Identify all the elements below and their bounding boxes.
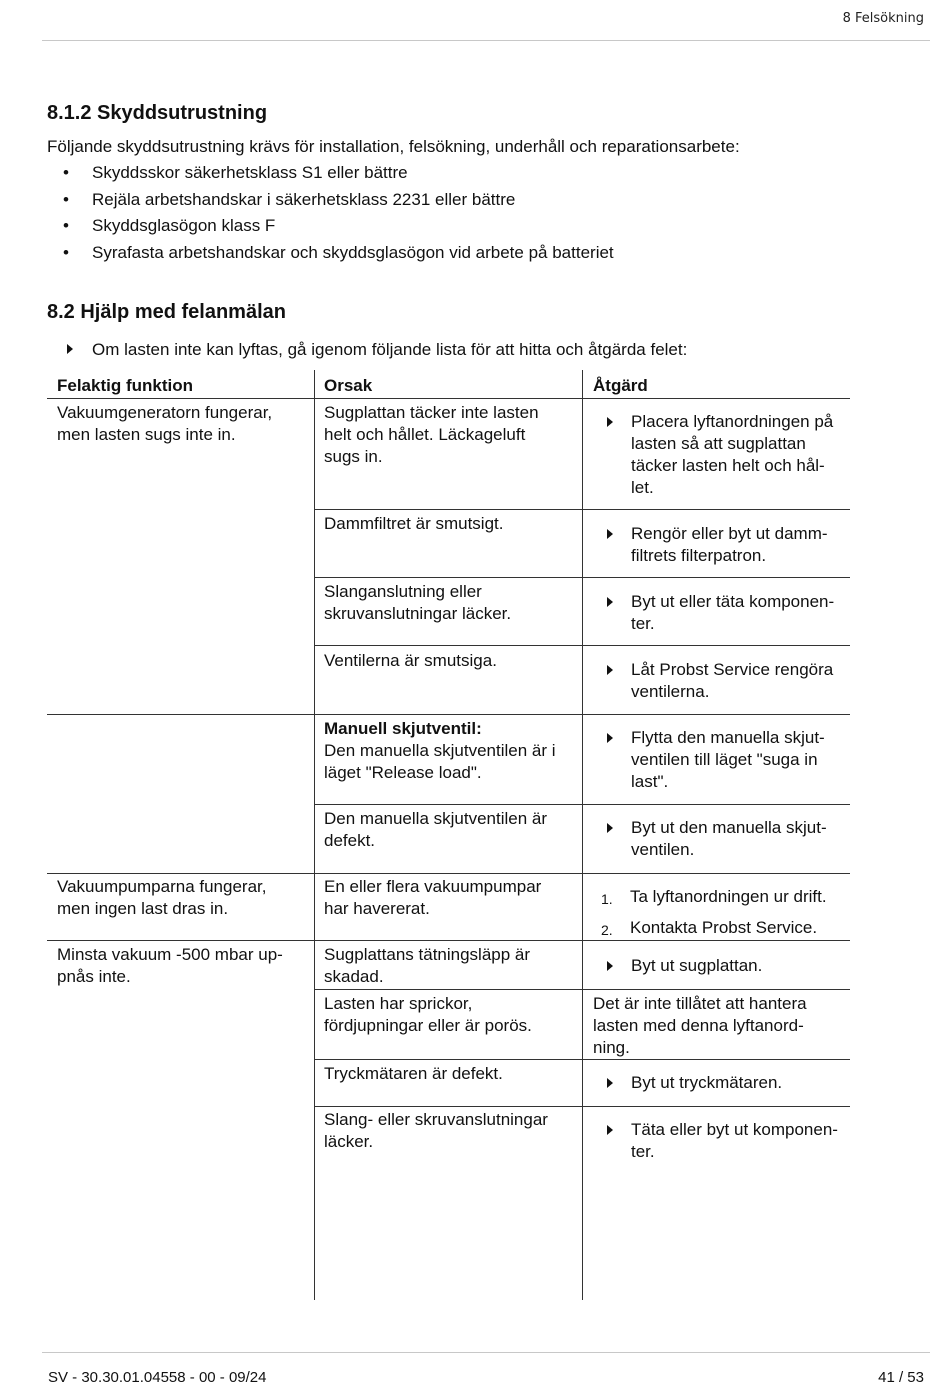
action-cell: Byt ut tryckmätaren. [606, 1072, 782, 1094]
row-divider [315, 1059, 850, 1060]
fault-cell: Minsta vakuum -500 mbar up- pnås inte. [57, 945, 283, 986]
list-item: • Rejäla arbetshandskar i säkerhetsklass 2231 eller bättre [63, 190, 516, 209]
section-title-troubleshooting: 8.2 Hjälp med felanmälan [47, 301, 286, 323]
row-divider [315, 989, 850, 990]
action-cell: Låt Probst Service rengöra ventilerna. [606, 659, 833, 703]
cause-cell: Sugplattans tätningsläpp är skadad. [324, 945, 531, 986]
cause-cell: Manuell skjutventil: Den manuella skjutventilen är i läget "Release load". [324, 719, 556, 782]
column-header-fault: Felaktig funktion [57, 376, 193, 395]
arrow-right-icon [607, 961, 613, 971]
arrow-right-icon [607, 417, 613, 427]
arrow-right-icon [67, 344, 73, 354]
arrow-right-icon [607, 823, 613, 833]
action-cell: Placera lyftanordningen på lasten så att sugplattan täcker lasten helt och hål- let. [606, 411, 833, 499]
list-item: • Skyddsglasögon klass F [63, 216, 276, 235]
header-divider [42, 40, 930, 41]
cause-cell: Tryckmätaren är defekt. [324, 1064, 503, 1083]
cause-cell: Ventilerna är smutsiga. [324, 651, 497, 670]
row-divider [315, 577, 850, 578]
fault-cell: Vakuumpumparna fungerar, men ingen last dras in. [57, 877, 267, 918]
document-id: SV - 30.30.01.04558 - 00 - 09/24 [48, 1369, 267, 1386]
cause-cell: Den manuella skjutventilen är defekt. [324, 809, 548, 850]
column-header-cause: Orsak [324, 376, 373, 395]
row-divider [47, 873, 850, 874]
cause-cell: Sugplattan täcker inte lasten helt och hållet. Läckageluft sugs in. [324, 403, 539, 466]
list-item: • Syrafasta arbetshandskar och skyddsglasögon vid arbete på batteriet [63, 243, 614, 262]
action-cell: Rengör eller byt ut damm- filtrets filterpatron. [606, 523, 828, 567]
arrow-right-icon [607, 1078, 613, 1088]
section-title-protective-equipment: 8.1.2 Skyddsutrustning [47, 102, 268, 124]
action-cell: Flytta den manuella skjut- ventilen till läget "suga in last". [606, 727, 825, 793]
numbered-step: 1. Ta lyftanordningen ur drift. [601, 887, 827, 907]
arrow-right-icon [607, 529, 613, 539]
cause-cell: En eller flera vakuumpumpar har havererat. [324, 877, 542, 918]
cause-cell: Lasten har sprickor, fördjupningar eller är porös. [324, 994, 532, 1035]
footer-divider [42, 1352, 930, 1353]
column-header-action: Åtgärd [593, 376, 648, 395]
row-divider [315, 804, 850, 805]
page-number: 41 / 53 [878, 1369, 924, 1386]
instruction-step: Om lasten inte kan lyftas, gå igenom följande lista för att hitta och åtgärda felet: [67, 339, 687, 361]
action-cell: Täta eller byt ut komponen- ter. [606, 1119, 838, 1163]
row-divider [315, 645, 850, 646]
arrow-right-icon [607, 597, 613, 607]
list-item: • Skyddsskor säkerhetsklass S1 eller bättre [63, 163, 408, 182]
row-divider [315, 1106, 850, 1107]
cause-cell: Dammfiltret är smutsigt. [324, 514, 504, 533]
row-divider [47, 398, 850, 399]
chapter-header: 8 Felsökning [842, 11, 924, 26]
not-allowed-note: Det är inte tillåtet att hantera lasten med denna lyftanord- ning. [593, 994, 807, 1057]
action-cell: Byt ut eller täta komponen- ter. [606, 591, 834, 635]
arrow-right-icon [607, 733, 613, 743]
cause-cell: Slang- eller skruvanslutningar läcker. [324, 1110, 548, 1151]
action-cell: Byt ut den manuella skjut- ventilen. [606, 817, 827, 861]
arrow-right-icon [607, 665, 613, 675]
section-intro: Följande skyddsutrustning krävs för installation, felsökning, underhåll och reparationsarbete: [47, 137, 740, 156]
row-divider [47, 940, 850, 941]
action-cell: Byt ut sugplattan. [606, 955, 762, 977]
row-divider [47, 714, 850, 715]
cause-cell: Slanganslutning eller skruvanslutningar läcker. [324, 582, 512, 623]
row-divider [315, 509, 850, 510]
fault-cell: Vakuumgeneratorn fungerar, men lasten sugs inte in. [57, 403, 273, 444]
numbered-step: 2. Kontakta Probst Service. [601, 918, 818, 938]
arrow-right-icon [607, 1125, 613, 1135]
